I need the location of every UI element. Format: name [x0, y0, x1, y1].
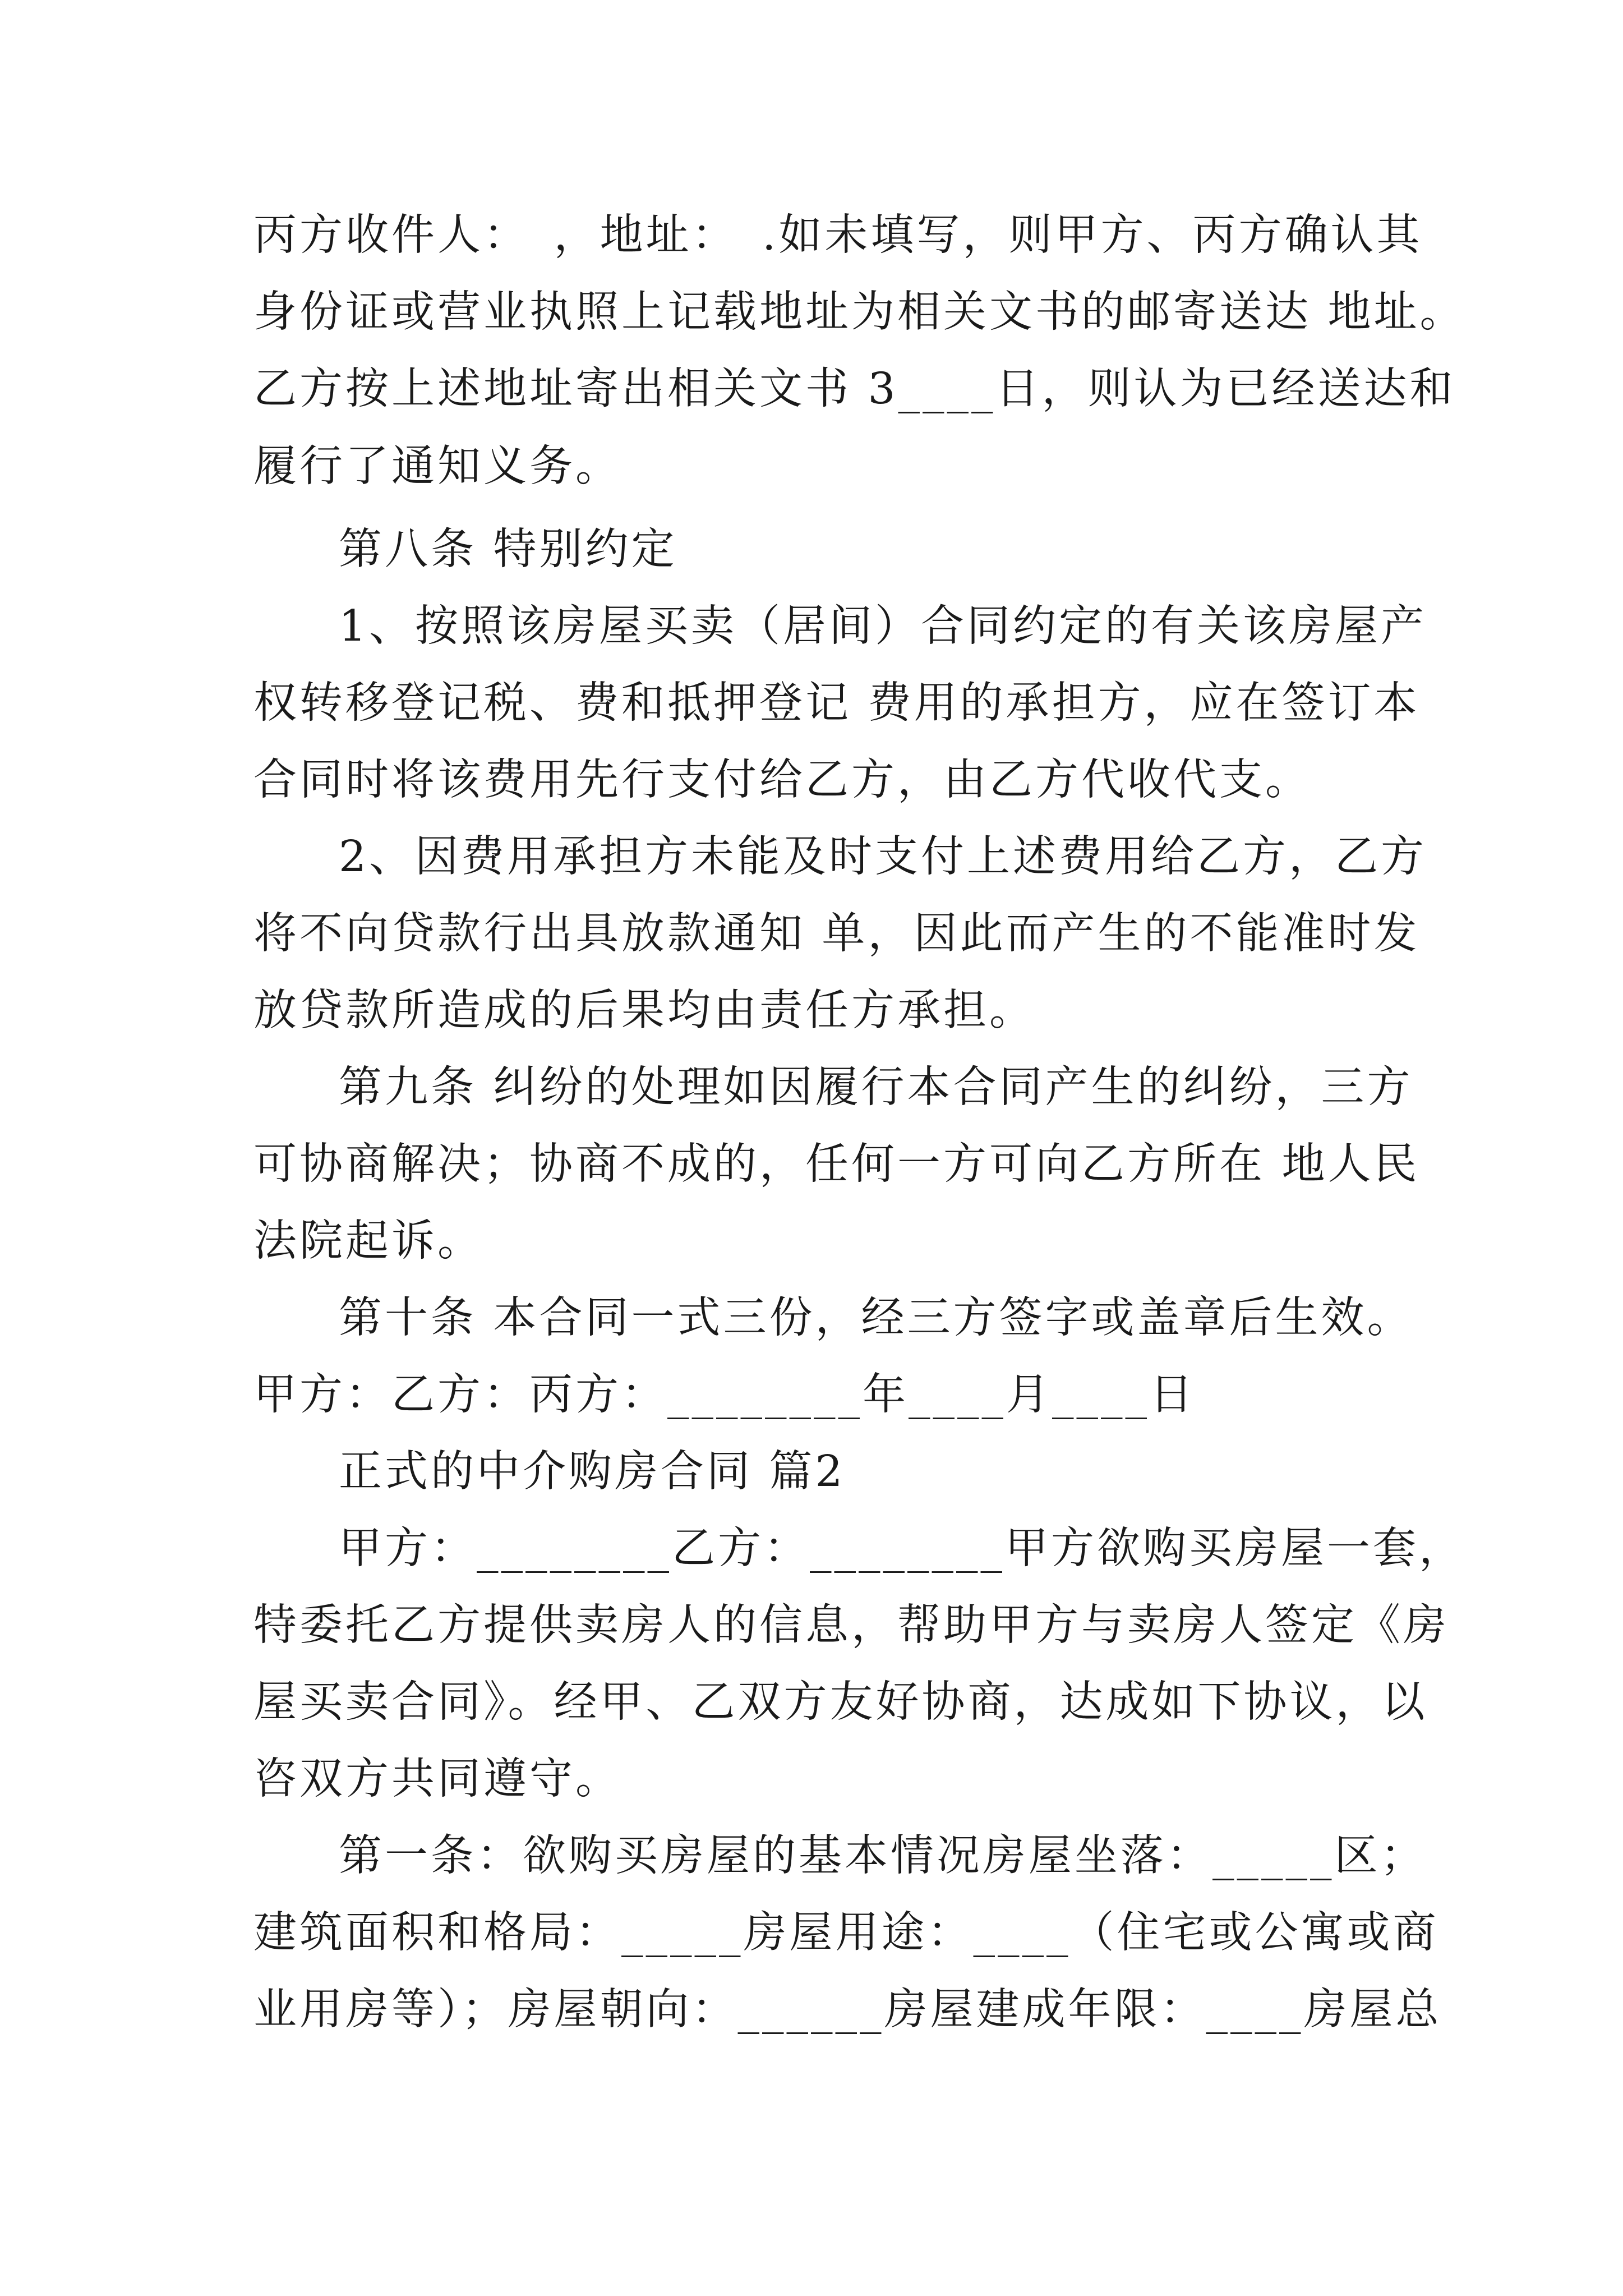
text-line-21: 咨双方共同遵守。: [253, 1754, 621, 1804]
text-line-20: 屋买卖合同》。经甲、乙双方友好协商，达成如下协议，以: [253, 1677, 1428, 1727]
text-line-7: 权转移登记税、费和抵押登记 费用的承担方，应在签订本: [253, 678, 1420, 728]
text-line-3: 乙方按上述地址寄出相关文书 3____日，则认为已经送达和: [253, 364, 1456, 414]
section-title-part-2: 正式的中介购房合同 篇2: [339, 1447, 846, 1497]
text-line-19: 特委托乙方提供卖房人的信息，帮助甲方与卖房人签定《房: [253, 1600, 1449, 1650]
text-line-23: 建筑面积和格局：_____房屋用途：____（住宅或公寓或商: [253, 1908, 1439, 1958]
text-line-14: 法院起诉。: [253, 1216, 483, 1266]
text-line-6: 1、按照该房屋买卖（居间）合同约定的有关该房屋产: [339, 601, 1427, 651]
text-line-11: 放贷款所造成的后果均由责任方承担。: [253, 986, 1035, 1036]
text-line-1: 丙方收件人： ，地址： .如未填写，则甲方、丙方确认其: [253, 210, 1423, 260]
text-line-15: 第十条 本合同一式三份，经三方签字或盖章后生效。: [339, 1293, 1413, 1343]
text-line-18: 甲方：________乙方：________甲方欲购买房屋一套，: [339, 1524, 1465, 1573]
text-line-24: 业用房等）；房屋朝向：______房屋建成年限：____房屋总: [253, 1985, 1442, 2035]
text-line-2: 身份证或营业执照上记载地址为相关文书的邮寄送达 地址。: [253, 287, 1466, 337]
text-line-4: 履行了通知义务。: [253, 441, 621, 491]
text-line-13: 可协商解决；协商不成的，任何一方可向乙方所在 地人民: [253, 1139, 1420, 1189]
text-line-8: 合同时将该费用先行支付给乙方，由乙方代收代支。: [253, 755, 1311, 805]
text-line-9: 2、因费用承担方未能及时支付上述费用给乙方，乙方: [339, 832, 1427, 882]
text-line-22: 第一条：欲购买房屋的基本情况房屋坐落：_____区；: [339, 1831, 1427, 1881]
section-heading-article-8: 第八条 特别约定: [339, 524, 677, 574]
text-line-10: 将不向贷款行出具放款通知 单，因此而产生的不能准时发: [253, 909, 1420, 959]
text-line-12: 第九条 纠纷的处理如因履行本合同产生的纠纷，三方: [339, 1062, 1413, 1112]
signature-line: 甲方：乙方：丙方：________年____月____日: [253, 1370, 1196, 1420]
